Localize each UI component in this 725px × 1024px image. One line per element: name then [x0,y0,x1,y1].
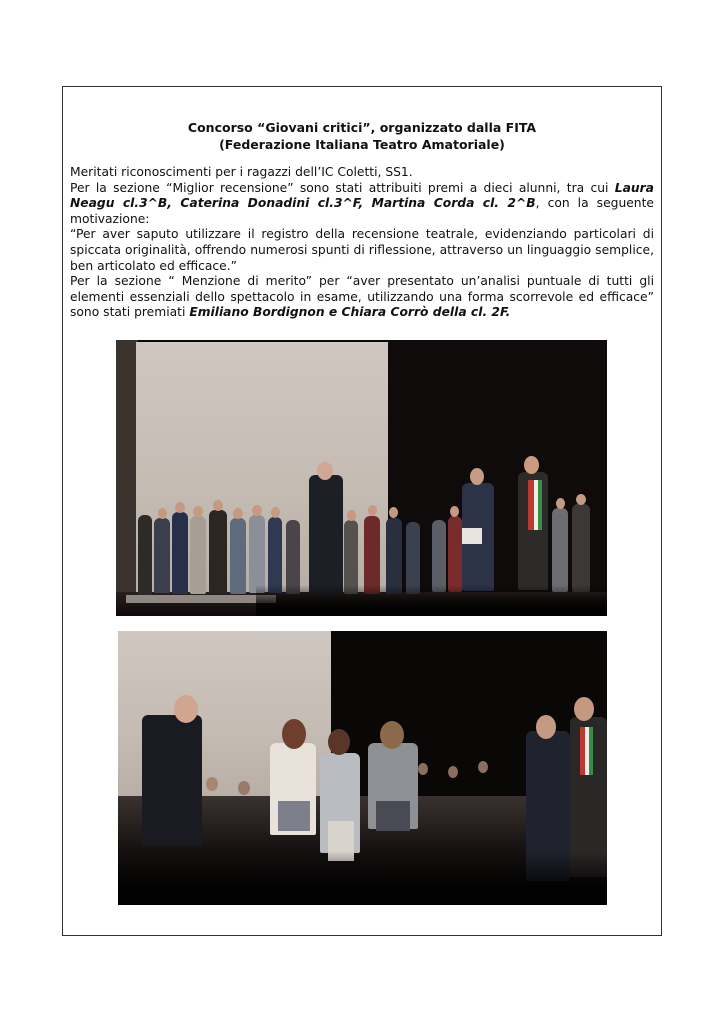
paragraph-merit-mention [70,274,654,321]
title-line-1: Concorso “Giovani critici”, organizzato dalla FITA [187,120,537,135]
paragraph-motivation: “Per aver saputo utilizzare il registro della recensione teatrale, evidenziando particolari di spiccata originalità, offrendo numerosi spunti di riflessione, attraverso un linguaggio semplice, ben articolato ed efficace.” [70,227,654,273]
award-ceremony-photo-2 [118,631,607,905]
award-ceremony-photo-1 [116,340,607,616]
article-body [70,165,654,321]
best-review-winners: Laura Neagu cl.3^B, Caterina Donadini cl.3^F, Martina Corda cl. 2^B [70,180,654,211]
best-review-text: Per la sezione “Miglior recensione” sono stati attribuiti premi a dieci alunni, tra cui [70,180,615,195]
best-review-text-end: , con la seguente motivazione: [70,196,654,226]
paragraph-best-review [70,181,654,228]
title-line-2: (Federazione Italiana Teatro Amatoriale) [219,137,505,152]
document-title [63,119,661,153]
merit-mention-winners: Emiliano Bordignon e Chiara Corrò della cl. 2F. [189,305,511,320]
paragraph-intro: Meritati riconoscimenti per i ragazzi dell’IC Coletti, SS1. [70,165,413,179]
merit-mention-text: Per la sezione “ Menzione di merito” per “aver presentato un’analisi puntuale di tutti gli elementi essenziali dello spettacolo in esame, utilizzando una forma scorrevole ed efficace” sono stati premiati [70,274,654,320]
